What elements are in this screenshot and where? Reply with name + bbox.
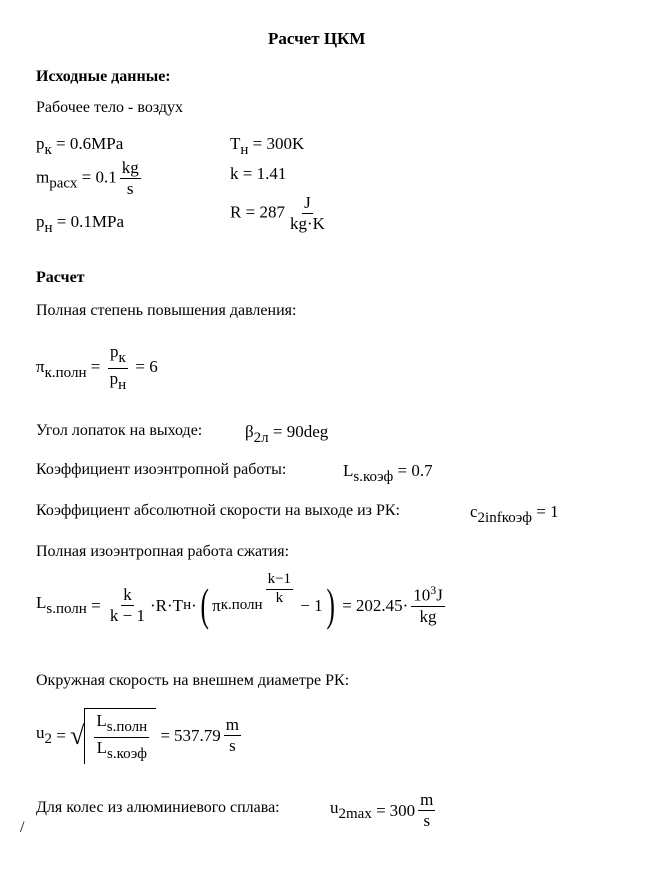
beta-label: Угол лопаток на выходе: bbox=[36, 422, 203, 439]
tn-input[interactable]: $T_н = 300K$ bbox=[230, 134, 305, 158]
subscript: н bbox=[44, 220, 53, 236]
k-input[interactable]: k = 1.41 bbox=[230, 164, 287, 183]
value: 0.1MPa bbox=[70, 212, 124, 231]
value: 0.1 bbox=[95, 167, 117, 187]
ls-label: Полная изоэнтропная работа сжатия: bbox=[36, 543, 290, 560]
sqrt: √ $L_{s.полн}$ $L_{s.коэф}$ bbox=[70, 708, 156, 764]
result: 6 bbox=[149, 357, 158, 377]
unit-fraction: $\frac{J}{kg\cdot K}$ bbox=[289, 193, 325, 233]
unit-fraction: $\frac{kg}{s}$ bbox=[121, 158, 139, 198]
ls-formula[interactable]: $L_{s.полн}$ = k k − 1 ·R·T н · ( π к.полн k−1 k − 1 ) = 202.45· $10^3J$ kg bbox=[36, 570, 443, 630]
m-input[interactable]: $m_{расх} = 0.1$ $\frac{kg}{s}$ bbox=[36, 158, 139, 198]
beta-formula[interactable]: $\beta_{2л} = 90deg$ bbox=[245, 422, 329, 446]
r-input[interactable]: R = 287 $\frac{J}{kg\cdot K}$ bbox=[230, 193, 325, 233]
u2-formula[interactable]: $u_2$ = √ $L_{s.полн}$ $L_{s.коэф}$ = 537.79 m s bbox=[36, 708, 244, 764]
pk-input[interactable]: $p_к = 0.6MPa$ bbox=[36, 134, 124, 158]
u2max-label: Для колес из алюминиевого сплава: bbox=[36, 799, 280, 816]
ls-coef-label: Коэффициент изоэнтропной работы: bbox=[36, 461, 287, 478]
value: 300K bbox=[266, 134, 305, 153]
symbol: T bbox=[230, 134, 241, 153]
page-title: Расчет ЦКМ bbox=[268, 29, 366, 48]
value: 287 bbox=[259, 202, 285, 222]
u2max-formula[interactable]: $u_{2max}$ = 300 m s bbox=[330, 790, 434, 830]
pi-label: Полная степень повышения давления: bbox=[36, 302, 297, 319]
text-cursor: / bbox=[20, 819, 25, 836]
c2-label: Коэффициент абсолютной скорости на выходе из РК: bbox=[36, 502, 400, 519]
ls-coef-formula[interactable]: $L_{s.коэф} = 0.7$ bbox=[343, 461, 433, 485]
symbol: R bbox=[230, 202, 242, 222]
symbol: p bbox=[36, 134, 45, 153]
pressure-ratio-fraction: $p_к$ $p_н$ bbox=[109, 342, 127, 393]
symbol: m bbox=[36, 167, 50, 187]
value: 0.6MPa bbox=[69, 134, 124, 153]
pn-input[interactable]: $p_н = 0.1MPa$ bbox=[36, 212, 124, 236]
working-fluid-text: Рабочее тело - воздух bbox=[36, 99, 183, 116]
calc-heading: Расчет bbox=[36, 269, 85, 286]
u2-label: Окружная скорость на внешнем диаметре РК: bbox=[36, 672, 350, 689]
pi-formula[interactable]: $\pi_{к.полн}$ = $p_к$ $p_н$ = 6 bbox=[36, 342, 158, 393]
subscript: н bbox=[240, 142, 249, 158]
result-unit: $10^3J$ kg bbox=[413, 583, 443, 626]
symbol: p bbox=[36, 212, 45, 231]
c2-formula[interactable]: $c_{2infкоэф} = 1$ bbox=[470, 502, 559, 526]
inputs-heading: Исходные данные: bbox=[36, 68, 171, 85]
value: 1.41 bbox=[256, 164, 287, 183]
subscript: расх bbox=[49, 175, 78, 192]
symbol: k bbox=[230, 164, 239, 183]
subscript: к bbox=[44, 142, 52, 158]
